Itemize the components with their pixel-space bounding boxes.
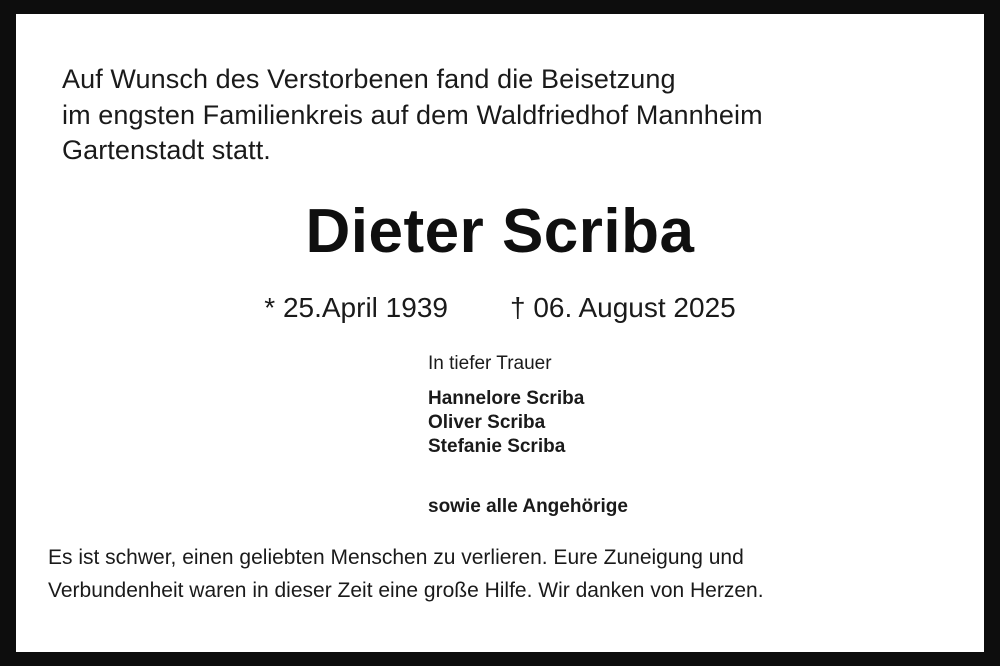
mourning-label: In tiefer Trauer bbox=[428, 353, 552, 374]
obituary-card bbox=[16, 14, 984, 652]
mourner-name: Oliver Scriba bbox=[428, 412, 546, 433]
life-dates bbox=[16, 292, 984, 324]
mourner-name: Stefanie Scriba bbox=[428, 436, 566, 457]
mourner-name: Hannelore Scriba bbox=[428, 388, 585, 409]
relatives-line: sowie alle Angehörige bbox=[428, 496, 628, 517]
mourning-block bbox=[428, 354, 584, 461]
death-date: † 06. August 2025 bbox=[509, 292, 736, 323]
intro-line-1: Auf Wunsch des Verstorbenen fand die Beisetzung bbox=[62, 64, 676, 94]
closing-line-1: Es ist schwer, einen geliebten Menschen zu verlieren. Eure Zuneigung und bbox=[48, 546, 744, 569]
intro-line-2: im engsten Familienkreis auf dem Waldfriedhof Mannheim bbox=[62, 99, 763, 130]
closing-paragraph bbox=[48, 542, 958, 607]
intro-line-3: Gartenstadt statt. bbox=[62, 135, 271, 166]
intro-paragraph bbox=[62, 62, 962, 169]
closing-line-2: Verbundenheit waren in dieser Zeit eine große Hilfe. Wir danken von Herzen. bbox=[48, 578, 764, 602]
deceased-name: Dieter Scriba bbox=[305, 197, 695, 266]
birth-date: * 25.April 1939 bbox=[264, 292, 448, 323]
